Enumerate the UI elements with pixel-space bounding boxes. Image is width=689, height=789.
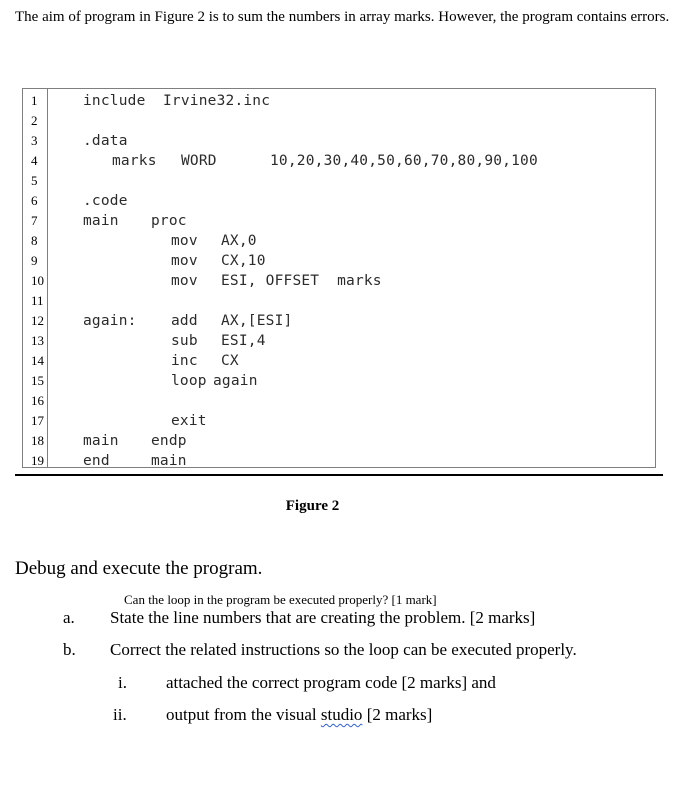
code-line [23, 171, 655, 191]
code-label: end [83, 453, 110, 469]
item-i-marker: i. [118, 673, 127, 692]
code-line [23, 351, 655, 371]
code-args: again [213, 373, 258, 389]
code-op: add [171, 313, 198, 329]
code-label: include [83, 93, 146, 109]
figure-divider [15, 474, 663, 476]
code-line [23, 131, 655, 151]
code-line [23, 431, 655, 451]
code-op: endp [151, 433, 187, 449]
line-number: 9 [31, 253, 38, 268]
code-args: AX,[ESI] [221, 313, 293, 329]
line-number: 13 [31, 333, 44, 348]
line-number: 12 [31, 313, 44, 328]
code-op: mov [171, 233, 198, 249]
item-ii-text [166, 705, 432, 725]
code-op: mov [171, 273, 198, 289]
line-number: 14 [31, 353, 44, 368]
code-label: .data [83, 133, 128, 149]
item-ii-text-before: output from the visual [166, 705, 321, 724]
code-args: 10,20,30,40,50,60,70,80,90,100 [270, 153, 538, 169]
line-number: 4 [31, 153, 38, 168]
line-number: 5 [31, 173, 38, 188]
line-number: 8 [31, 233, 38, 248]
item-a-marker: a. [63, 608, 75, 627]
code-line [23, 191, 655, 211]
item-b-text: Correct the related instructions so the loop can be executed properly. [110, 640, 577, 659]
code-args: ESI,4 [221, 333, 266, 349]
code-op: exit [171, 413, 207, 429]
code-line [23, 211, 655, 231]
code-args: CX,10 [221, 253, 266, 269]
code-label: again: [83, 313, 137, 329]
code-listing [22, 88, 656, 468]
code-line [23, 151, 655, 171]
item-b-marker: b. [63, 640, 76, 659]
code-line [23, 331, 655, 351]
loop-question: Can the loop in the program be executed properly? [1 mark] [124, 592, 437, 607]
code-line [23, 411, 655, 431]
code-label: marks [112, 153, 157, 169]
code-op: WORD [181, 153, 217, 169]
line-number: 16 [31, 393, 44, 408]
item-a-text: State the line numbers that are creating the problem. [2 marks] [110, 608, 536, 627]
line-number: 2 [31, 113, 38, 128]
item-ii-marker: ii. [113, 705, 127, 724]
spellcheck-word: studio [320, 705, 363, 724]
code-line [23, 91, 655, 111]
line-number: 6 [31, 193, 38, 208]
line-number: 15 [31, 373, 44, 388]
code-line [23, 111, 655, 131]
code-args: ESI, OFFSET marks [221, 273, 382, 289]
item-ii-text-after: [2 marks] [362, 705, 433, 724]
code-label: main [83, 433, 119, 449]
line-number: 1 [31, 93, 38, 108]
line-number: 7 [31, 213, 38, 228]
line-number: 17 [31, 413, 44, 428]
code-line [23, 251, 655, 271]
code-line [23, 451, 655, 471]
item-i-text: attached the correct program code [2 marks] and [166, 673, 496, 692]
code-line [23, 391, 655, 411]
code-op: loop [171, 373, 207, 389]
code-line [23, 231, 655, 251]
code-line [23, 291, 655, 311]
code-op: Irvine32.inc [163, 93, 271, 109]
debug-heading: Debug and execute the program. [15, 558, 263, 579]
line-number: 11 [31, 293, 44, 308]
line-number: 3 [31, 133, 38, 148]
figure-caption: Figure 2 [285, 498, 340, 514]
code-op: main [151, 453, 187, 469]
code-label: .code [83, 193, 128, 209]
code-op: proc [151, 213, 187, 229]
line-number: 10 [31, 273, 44, 288]
code-args: CX [221, 353, 239, 369]
code-line [23, 371, 655, 391]
code-op: inc [171, 353, 198, 369]
code-line [23, 271, 655, 291]
code-label: main [83, 213, 119, 229]
code-op: sub [171, 333, 198, 349]
line-number: 18 [31, 433, 44, 448]
code-op: mov [171, 253, 198, 269]
intro-paragraph: The aim of program in Figure 2 is to sum the numbers in array marks. However, the program contains errors. [15, 9, 670, 25]
code-args: AX,0 [221, 233, 257, 249]
code-line [23, 311, 655, 331]
line-number: 19 [31, 453, 44, 468]
